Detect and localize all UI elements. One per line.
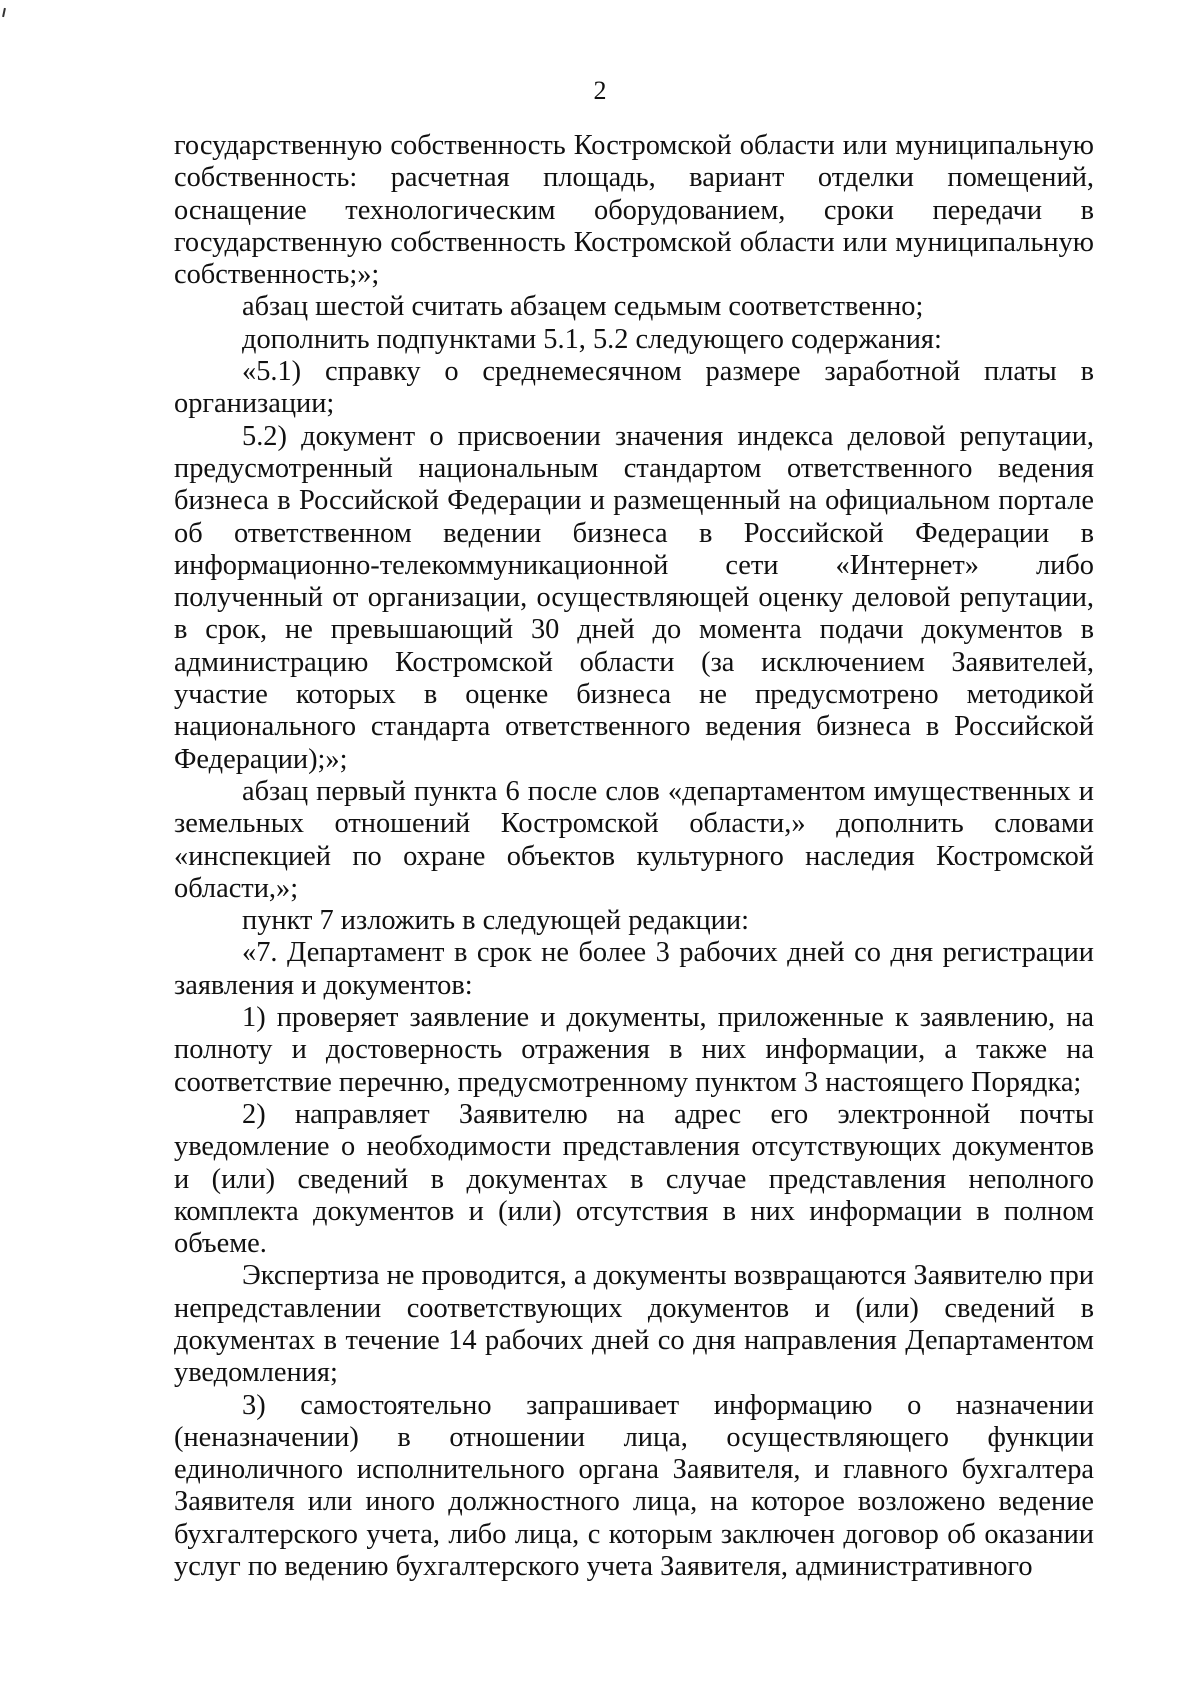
paragraph-abzac-shestoy: абзац шестой считать абзацем седьмым соответственно; <box>242 291 924 323</box>
paragraph-abzac-pervyy-punkta-6: абзац первый пункта 6 после слов «департаментом имущественных и земельных отношений Костромской области,» дополнить словами «инспекцией по охране объектов культурного наследия Костромской области,»; <box>174 775 1094 904</box>
paragraph-item-1: 1) проверяет заявление и документы, приложенные к заявлению, на полноту и достоверность отражения в них информации, а также на соответствие перечню, предусмотренному пунктом 3 настоящего Порядка; <box>174 1002 1094 1098</box>
page-number: 2 <box>593 76 607 105</box>
paragraph-dopolnit-podpunktami: дополнить подпунктами 5.1, 5.2 следующего содержания: <box>242 323 942 355</box>
paragraph-subitem-5-2: 5.2) документ о присвоении значения индекса деловой репутации, предусмотренный национальным стандартом ответственного ведения бизнеса в Российской Федерации и размещенный на официальном портале об ответственном ведении бизнеса в Российской Федерации в информационно-телекоммуникационной сети «Интернет» либо полученный от организации, осуществляющей оценку деловой репутации, в срок, не превышающий 30 дней до момента подачи документов в администрацию Костромской области (за исключением Заявителей, участие которых в оценке бизнеса не предусмотрено методикой национального стандарта ответственного ведения бизнеса в Российской Федерации);»; <box>174 420 1094 775</box>
paragraph-item-3: 3) самостоятельно запрашивает информацию о назначении (неназначении) в отношении лица, осуществляющего функции единоличного исполнительного органа Заявителя, и главного бухгалтера Заявителя или иного должностного лица, на которое возложено ведение бухгалтерского учета, либо лица, с которым заключен договор об оказании услуг по ведению бухгалтерского учета Заявителя, административного <box>174 1389 1094 1583</box>
paragraph-item-2: 2) направляет Заявителю на адрес его электронной почты уведомление о необходимости представления отсутствующих документов и (или) сведений в документах в случае представления неполного комплекта документов и (или) отсутствия в них информации в полном объеме. <box>174 1098 1094 1260</box>
paragraph-subitem-5-1: «5.1) справку о среднемесячном размере заработной платы в организации; <box>174 356 1094 420</box>
scan-artifact-mark <box>2 8 6 17</box>
paragraph-ekspertiza: Экспертиза не проводится, а документы возвращаются Заявителю при непредставлении соответствующих документов и (или) сведений в документах в течение 14 рабочих дней со дня направления Департаментом уведомления; <box>174 1260 1094 1389</box>
paragraph-punkt-7-intro: пункт 7 изложить в следующей редакции: <box>242 905 749 937</box>
paragraph-continuation: государственную собственность Костромской области или муниципальную собственность: расчетная площадь, вариант отделки помещений, оснащение технологическим оборудованием, сроки передачи в государственную собственность Костромской области или муниципальную собственность;»; <box>174 130 1094 291</box>
document-body <box>174 130 1094 1583</box>
paragraph-punkt-7: «7. Департамент в срок не более 3 рабочих дней со дня регистрации заявления и документов: <box>174 937 1094 1001</box>
